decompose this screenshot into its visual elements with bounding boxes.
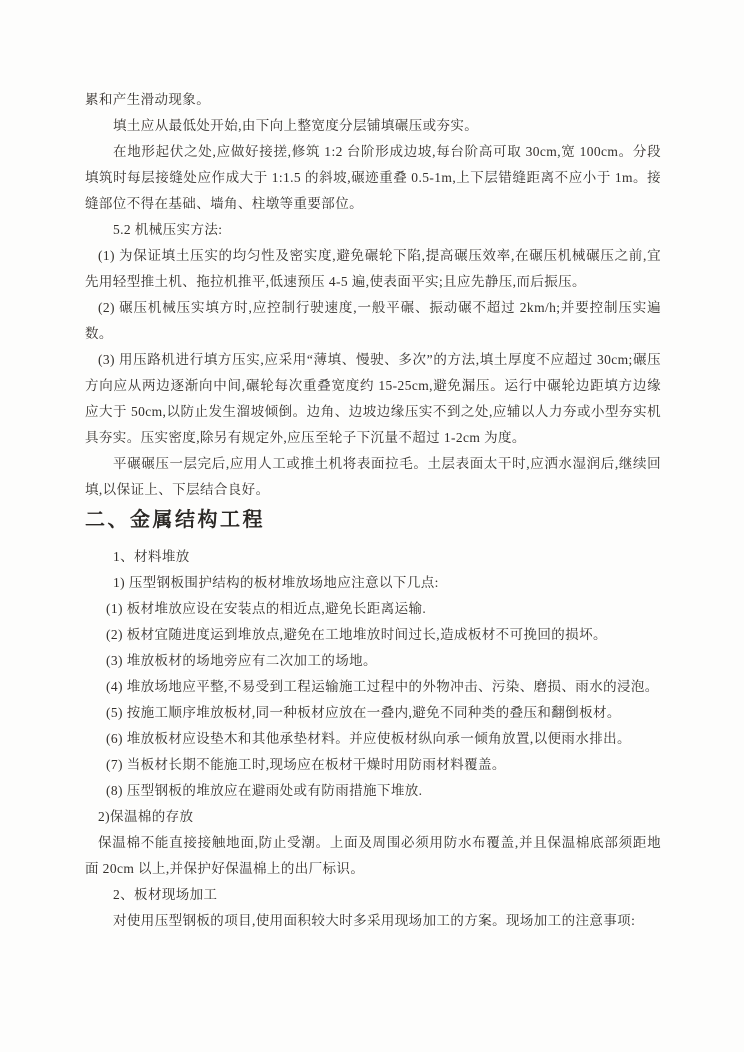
paragraph: (4) 堆放场地应平整,不易受到工程运输施工过程中的外物冲击、污染、磨损、雨水的浸泡。 [106,679,659,694]
paragraph: (5) 按施工顺序堆放板材,同一种板材应放在一叠内,避免不同种类的叠压和翻倒板材。 [106,705,621,720]
paragraph: 在地形起伏之处,应做好接搓,修筑 1:2 台阶形成边坡,每台阶高可取 30cm,宽 100cm。分段填筑时每层接缝处应作成大于 1:1.5 的斜坡,碾迹重叠 0.5-1m,上下层错缝距离不应小于 1m。接缝部位不得在基础、墙角、柱墩等重要部位。 [85,144,661,211]
document-body [85,87,661,934]
paragraph: (3) 堆放板材的场地旁应有二次加工的场地。 [106,653,377,668]
paragraph: (1) 为保证填土压实的均匀性及密实度,避免碾轮下陷,提高碾压效率,在碾压机械碾压之前,宜先用轻型推土机、拖拉机推平,低速预压 4-5 遍,使表面平实;且应先静压,而后振压。 [85,248,661,289]
section-heading: 二、金属结构工程 [85,509,265,531]
paragraph: (7) 当板材长期不能施工时,现场应在板材干燥时用防雨材料覆盖。 [106,757,506,772]
paragraph: 累和产生滑动现象。 [85,92,211,107]
paragraph: (8) 压型钢板的堆放应在避雨处或有防雨措施下堆放. [106,783,423,798]
paragraph: 填土应从最低处开始,由下向上整宽度分层铺填碾压或夯实。 [113,118,479,133]
paragraph: 1) 压型钢板围护结构的板材堆放场地应注意以下几点: [113,575,439,590]
paragraph: (1) 板材堆放应设在安装点的相近点,避免长距离运输. [106,601,427,616]
paragraph: (6) 堆放板材应设垫木和其他承垫材料。并应使板材纵向承一倾角放置,以便雨水排出。 [106,731,631,746]
paragraph: (2) 碾压机械压实填方时,应控制行驶速度,一般平碾、振动碾不超过 2km/h;并要控制压实遍数。 [85,300,661,341]
paragraph: 1、材料堆放 [113,549,190,564]
paragraph: 2、板材现场加工 [113,887,218,902]
paragraph: (3) 用压路机进行填方压实,应采用“薄填、慢驶、多次”的方法,填土厚度不应超过 30cm;碾压方向应从两边逐渐向中间,碾轮每次重叠宽度约 15-25cm,避免漏压。运行中碾轮边距填方边缘应大于 50cm,以防止发生溜坡倾倒。边角、边坡边缘压实不到之处,应辅以人力夯或小型夯实机具夯实。压实密度,除另有规定外,应压至轮子下沉量不超过 1-2cm 为度。 [85,352,661,445]
paragraph: 5.2 机械压实方法: [113,222,223,237]
paragraph: (2) 板材宜随进度运到堆放点,避免在工地堆放时间过长,造成板材不可挽回的损坏。 [106,627,607,642]
paragraph: 2)保温棉的存放 [98,809,194,824]
paragraph: 平碾碾压一层完后,应用人工或推土机将表面拉毛。土层表面太干时,应洒水湿润后,继续回填,以保证上、下层结合良好。 [85,456,661,497]
paragraph: 保温棉不能直接接触地面,防止受潮。上面及周围必须用防水布覆盖,并且保温棉底部须距地面 20cm 以上,并保护好保温棉上的出厂标识。 [85,835,661,876]
paragraph: 对使用压型钢板的项目,使用面积较大时多采用现场加工的方案。现场加工的注意事项: [113,913,636,928]
